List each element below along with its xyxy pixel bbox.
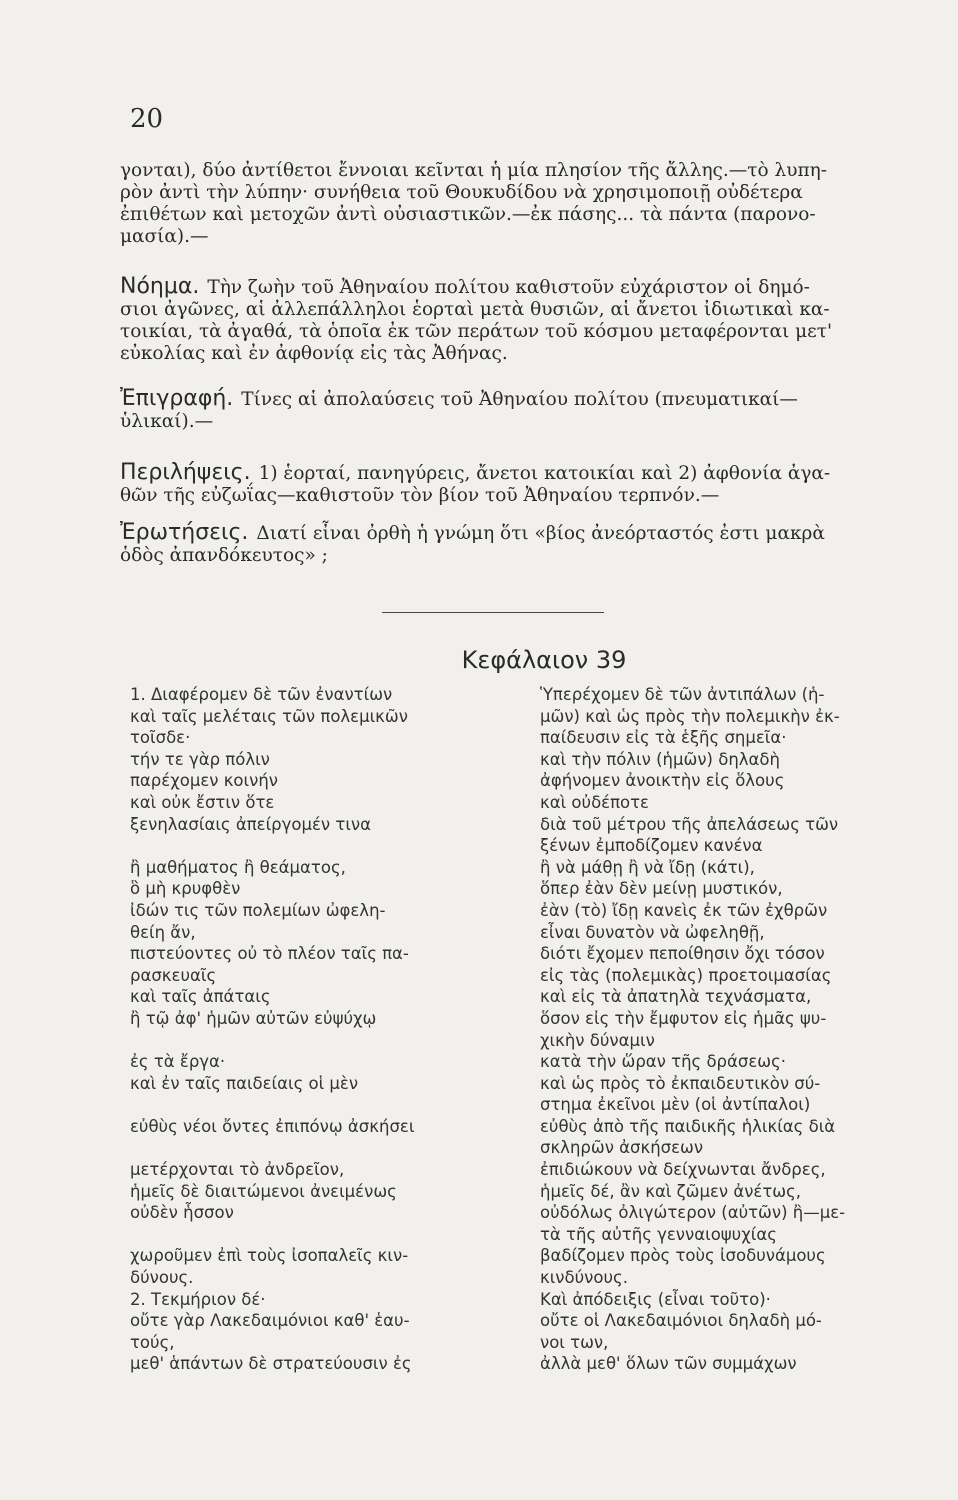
greek-text-line: ρασκευαῖς [130, 965, 217, 985]
page-number: 20 [130, 104, 164, 134]
divider-rule [382, 612, 604, 613]
chapter-title: Κεφάλαιον 39 [461, 646, 627, 674]
greek-text-line: ἡμεῖς δὲ διαιτώμενοι ἀνειμένως [130, 1181, 397, 1201]
translation-line: διότι ἔχομεν πεποίθησιν ὄχι τόσον [540, 944, 825, 964]
translation-line: νοι των, [540, 1332, 609, 1352]
translation-line: ἐὰν (τὸ) ἴδῃ κανεὶς ἐκ τῶν ἐχθρῶν [540, 900, 828, 920]
translation-column [540, 684, 955, 1375]
section-heading: Περιλήψεις. [120, 460, 251, 485]
translation-line: ἀφήνομεν ἀνοικτὴν εἰς ὅλους [540, 771, 785, 791]
translation-line: εὐθὺς ἀπὸ τῆς παιδικῆς ἡλικίας διὰ [540, 1116, 836, 1136]
section-line: σιοι ἀγῶνες, αἱ ἀλλεπάλληλοι ἑορταὶ μετὰ θυσιῶν, αἱ ἄνετοι ἰδιωτικαὶ κα- [120, 299, 830, 320]
greek-text-line: δύνους. [130, 1268, 194, 1288]
section-line: θῶν τῆς εὐζωΐας—καθιστοῦν τὸν βίον τοῦ Ἀθηναίου τερπνόν.— [120, 485, 720, 506]
translation-line: διὰ τοῦ μέτρου τῆς ἀπελάσεως τῶν [540, 814, 839, 834]
translation-line: βαδίζομεν πρὸς τοὺς ἰσοδυνάμους [540, 1246, 826, 1266]
greek-text-line: τούς, [130, 1332, 175, 1352]
section-line: Διατί εἶναι ὀρθὴ ἡ γνώμη ὅτι «βίος ἀνεόρταστός ἐστι μακρὰ [256, 523, 825, 544]
greek-text-line: ἰδών τις τῶν πολεμίων ὠφελη- [130, 900, 386, 920]
greek-text-line: 1. Διαφέρομεν δὲ τῶν ἐναντίων [130, 685, 393, 704]
translation-line: καὶ εἰς τὰ ἀπατηλὰ τεχνάσματα, [540, 987, 812, 1007]
translation-line: ἐπιδιώκουν νὰ δείχνωνται ἄνδρες, [540, 1160, 826, 1180]
greek-text-line: θείη ἄν, [130, 922, 196, 942]
translation-line: χικὴν δύναμιν [540, 1030, 655, 1050]
section-heading: Ἐπιγραφή. [120, 386, 234, 411]
greek-text-line: ὃ μὴ κρυφθὲν [130, 879, 241, 899]
greek-text-line [130, 1030, 530, 1052]
section-line: Τὴν ζωὴν τοῦ Ἀθηναίου πολίτου καθιστοῦν εὐχάριστον οἱ δημό- [207, 277, 810, 298]
intro-commentary [120, 160, 935, 248]
translation-line: ξένων ἐμποδίζομεν κανένα [540, 836, 763, 856]
translation-line: οὔτε οἱ Λακεδαιμόνιοι δηλαδὴ μό- [540, 1311, 822, 1331]
greek-text-line: ἢ τῷ ἀφ' ἡμῶν αὐτῶν εὐψύχῳ [130, 1008, 377, 1028]
translation-line: κινδύνους. [540, 1268, 628, 1288]
translation-line: παίδευσιν εἰς τὰ ἑξῆς σημεῖα· [540, 728, 787, 748]
translation-line: εἶναι δυνατὸν νὰ ὠφεληθῇ, [540, 922, 765, 942]
translation-line: ἀλλὰ μεθ' ὅλων τῶν συμμάχων [540, 1354, 797, 1374]
greek-text-line: καὶ ἐν ταῖς παιδείαις οἱ μὲν [130, 1073, 359, 1093]
translation-line: καὶ ὡς πρὸς τὸ ἐκπαιδευτικὸν σύ- [540, 1073, 821, 1093]
greek-text-line [130, 1224, 530, 1246]
greek-text-line: 2. Τεκμήριον δέ· [130, 1289, 266, 1309]
translation-line: ὅπερ ἐὰν δὲν μείνῃ μυστικόν, [540, 879, 783, 899]
greek-text-line: τήν τε γὰρ πόλιν [130, 749, 270, 769]
greek-text-line: παρέχομεν κοινήν [130, 771, 279, 791]
section-line: Τίνες αἱ ἀπολαύσεις τοῦ Ἀθηναίου πολίτου (πνευματικαί— [241, 389, 798, 410]
intro-line: ρὸν ἀντὶ τὴν λύπην· συνήθεια τοῦ Θουκυδίδου νὰ χρησιμοποιῇ οὐδέτερα [120, 182, 803, 203]
greek-text-line: καὶ ταῖς ἀπάταις [130, 987, 271, 1007]
section-perilipseis [120, 462, 950, 507]
greek-text-line: καὶ οὐκ ἔστιν ὅτε [130, 792, 275, 812]
greek-text-line: τοῖσδε· [130, 728, 191, 748]
greek-text-line: οὐδὲν ἧσσον [130, 1203, 234, 1223]
greek-text-line: χωροῦμεν ἐπὶ τοὺς ἰσοπαλεῖς κιν- [130, 1246, 409, 1266]
section-epigrafi [120, 388, 950, 433]
greek-text-line: καὶ ταῖς μελέταις τῶν πολεμικῶν [130, 706, 408, 726]
greek-text-line: εὐθὺς νέοι ὄντες ἐπιπόνῳ ἀσκήσει [130, 1116, 415, 1136]
translation-line: Ὑπερέχομεν δὲ τῶν ἀντιπάλων (ἡ- [540, 685, 825, 704]
translation-line: καὶ οὐδέποτε [540, 792, 649, 812]
greek-text-line [130, 835, 530, 857]
translation-line: τὰ τῆς αὐτῆς γενναιοψυχίας [540, 1224, 777, 1244]
greek-text-line [130, 1094, 530, 1116]
section-line: 1) ἑορταί, πανηγύρεις, ἄνετοι κατοικίαι καὶ 2) ἀφθονία ἀγα- [258, 463, 831, 484]
translation-line: ἢ νὰ μάθῃ ἢ νὰ ἴδῃ (κάτι), [540, 857, 755, 877]
intro-line: μασία).— [120, 226, 209, 247]
greek-text-line: μετέρχονται τὸ ἀνδρεῖον, [130, 1160, 345, 1180]
greek-text-line: μεθ' ἁπάντων δὲ στρατεύουσιν ἐς [130, 1354, 412, 1374]
greek-text-line: ἢ μαθήματος ἢ θεάματος, [130, 857, 346, 877]
section-noima [120, 276, 950, 365]
greek-text-line: ξενηλασίαις ἀπείργομέν τινα [130, 814, 371, 834]
section-line: ὁδὸς ἀπανδόκευτος» ; [120, 545, 328, 566]
translation-line: κατὰ τὴν ὥραν τῆς δράσεως· [540, 1052, 787, 1072]
translation-line: ὅσον εἰς τὴν ἔμφυτον εἰς ἡμᾶς ψυ- [540, 1008, 827, 1028]
greek-text-line [130, 1137, 530, 1159]
translation-line: εἰς τὰς (πολεμικὰς) προετοιμασίας [540, 965, 832, 985]
section-line: εὐκολίας καὶ ἐν ἀφθονίᾳ εἰς τὰς Ἀθήνας. [120, 343, 508, 364]
section-line: τοικίαι, τὰ ἀγαθά, τὰ ὁποῖα ἐκ τῶν περάτων τοῦ κόσμου μεταφέρονται μετ' [120, 321, 833, 342]
intro-line: γονται), δύο ἀντίθετοι ἔννοιαι κεῖνται ἡ μία πλησίον τῆς ἄλλης.—τὸ λυπη- [120, 160, 827, 181]
translation-line: ἡμεῖς δέ, ἂν καὶ ζῶμεν ἀνέτως, [540, 1181, 802, 1201]
greek-text-line: ἐς τὰ ἔργα· [130, 1052, 226, 1072]
intro-line: ἐπιθέτων καὶ μετοχῶν ἀντὶ οὐσιαστικῶν.—ἐκ πάσης... τὰ πάντα (παρονο- [120, 204, 816, 225]
translation-line: στημα ἐκεῖνοι μὲν (οἱ ἀντίπαλοι) [540, 1095, 811, 1115]
translation-line: καὶ τὴν πόλιν (ἡμῶν) δηλαδὴ [540, 749, 780, 769]
section-erotiseis [120, 522, 950, 567]
translation-line: οὐδόλως ὀλιγώτερον (αὐτῶν) ἢ—με- [540, 1203, 846, 1223]
greek-text-column [130, 684, 530, 1375]
section-heading: Νόημα. [120, 274, 200, 299]
translation-line: σκληρῶν ἀσκήσεων [540, 1138, 704, 1158]
greek-text-line: οὔτε γὰρ Λακεδαιμόνιοι καθ' ἑαυ- [130, 1311, 410, 1331]
section-heading: Ἐρωτήσεις. [120, 520, 249, 545]
translation-line: Καὶ ἀπόδειξις (εἶναι τοῦτο)· [540, 1289, 771, 1309]
translation-line: μῶν) καὶ ὡς πρὸς τὴν πολεμικὴν ἐκ- [540, 706, 840, 726]
greek-text-line: πιστεύοντες οὐ τὸ πλέον ταῖς πα- [130, 944, 409, 964]
section-line: ὑλικαί).— [120, 411, 214, 432]
